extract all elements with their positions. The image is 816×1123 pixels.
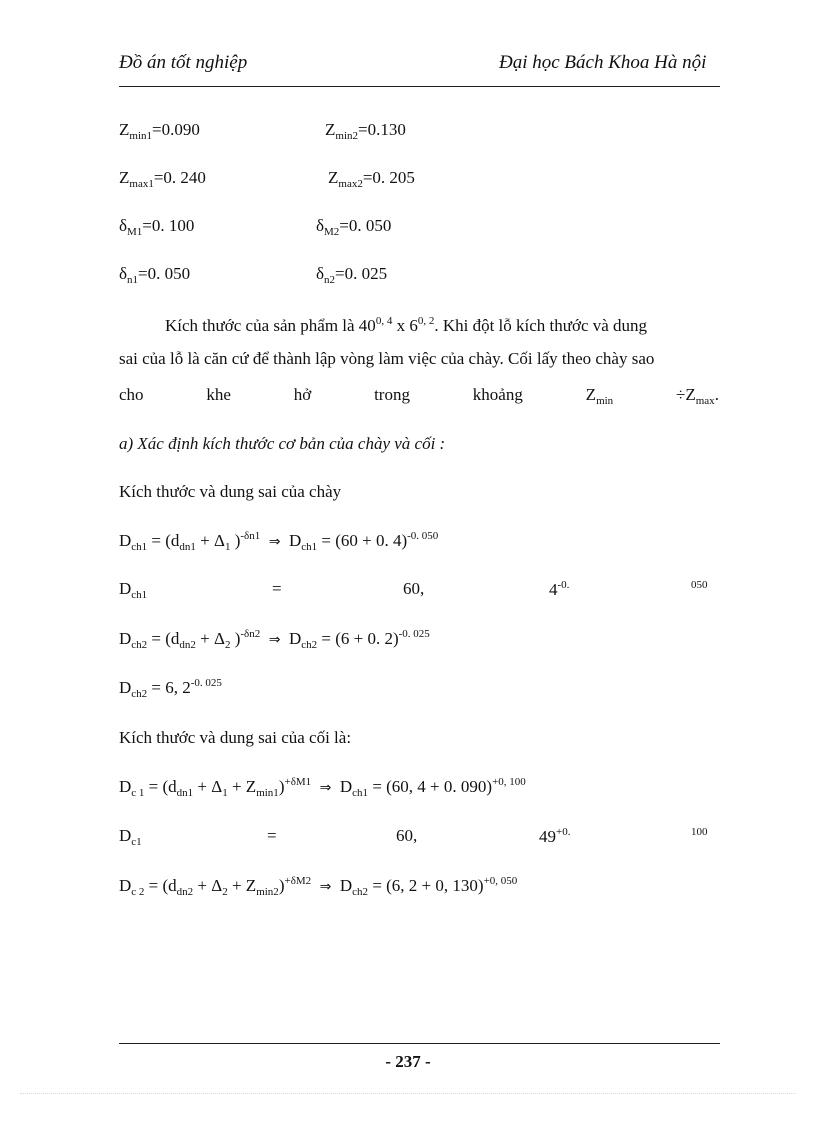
section-a-heading: a) Xác định kích thước cơ bản của chày và cối : [119,434,446,453]
punch-eq-1: $D_{ch1} = (d_{dn1} + \Delta_1$ )$^{-\delta n1}$ ⇒ $D_{ch1} = (60 + 0$. 4)$^{-0. 050}$ [119,530,439,553]
delta-m2: $\delta_{M2}=0$. 050 [316,216,392,238]
punch-result-1-tol: $4^{-0.}$ [549,579,570,599]
punch-title: Kích thước và dung sai của chày [119,482,342,501]
punch-result-1-tol-end: 050 [691,579,708,591]
die-eq-1: $D_{c 1} = (d_{dn1} + \Delta_1 + Z_{min1})^{+\delta M1}$ ⇒ $D_{ch1} = (60$, 4 + 0. 090)$^{+0, 100}$ [119,776,526,799]
page-edge-divider [20,1093,796,1094]
die-result-1-value: 60, [396,826,418,845]
punch-result-1: $D_{ch1}$ [119,579,148,601]
punch-eq-2: $D_{ch2} = (d_{dn2} + \Delta_2$ )$^{-\delta n2}$ ⇒ $D_{ch2} = (6 + 0$. 2)$^{-0. 025}$ [119,628,430,651]
zmin1: $Z_{min1}=0.090$ [119,120,200,142]
die-result-1-tol-end: 100 [691,826,708,838]
die-eq-2: $D_{c 2} = (d_{dn2} + \Delta_2 + Z_{min2})^{+\delta M2}$ ⇒ $D_{ch2} = (6$, 2 + 0, 130)$^{+0, 050}$ [119,875,518,898]
zmax2: $Z_{max2}=0$. 205 [328,168,415,190]
die-title: Kích thước và dung sai của cối là: [119,728,352,747]
zmax1: $Z_{max1}=0$. 240 [119,168,206,190]
die-result-1: $D_{c1}$ [119,826,142,848]
paragraph-line-2: sai của lỗ là căn cứ để thành lập vòng làm việc của chày. Cối lấy theo chày sao [119,349,655,368]
paragraph-line-3: cho khe hở trong khoảng $Z_{min}$ $\div Z_{max}$. [119,385,719,407]
punch-result-1-value: 60, [403,579,425,598]
header-left: Đồ án tốt nghiệp [119,52,248,73]
punch-result-2: $D_{ch2} = 6$, $2^{-0. 025}$ [119,677,222,700]
paragraph-line-1: Kích thước của sản phẩm là 40$^{0, 4}$ x 6$^{0, 2}$. Khi đột lỗ kích thước và dung [165,315,648,335]
header-right: Đại học Bách Khoa Hà nội [499,52,707,73]
delta-n2: $\delta_{n2}=0$. 025 [316,264,388,286]
footer-rule [119,1043,720,1044]
page-number: - 237 - [385,1052,431,1071]
zmin2: $Z_{min2}=0.130$ [325,120,406,142]
die-result-1-eq: = [267,826,277,845]
delta-n1: $\delta_{n1}=0$. 050 [119,264,191,286]
punch-result-1-eq: = [272,579,282,598]
die-result-1-tol: $49^{+0.}$ [539,826,571,846]
header-rule [119,86,720,87]
delta-m1: $\delta_{M1}=0$. 100 [119,216,195,238]
